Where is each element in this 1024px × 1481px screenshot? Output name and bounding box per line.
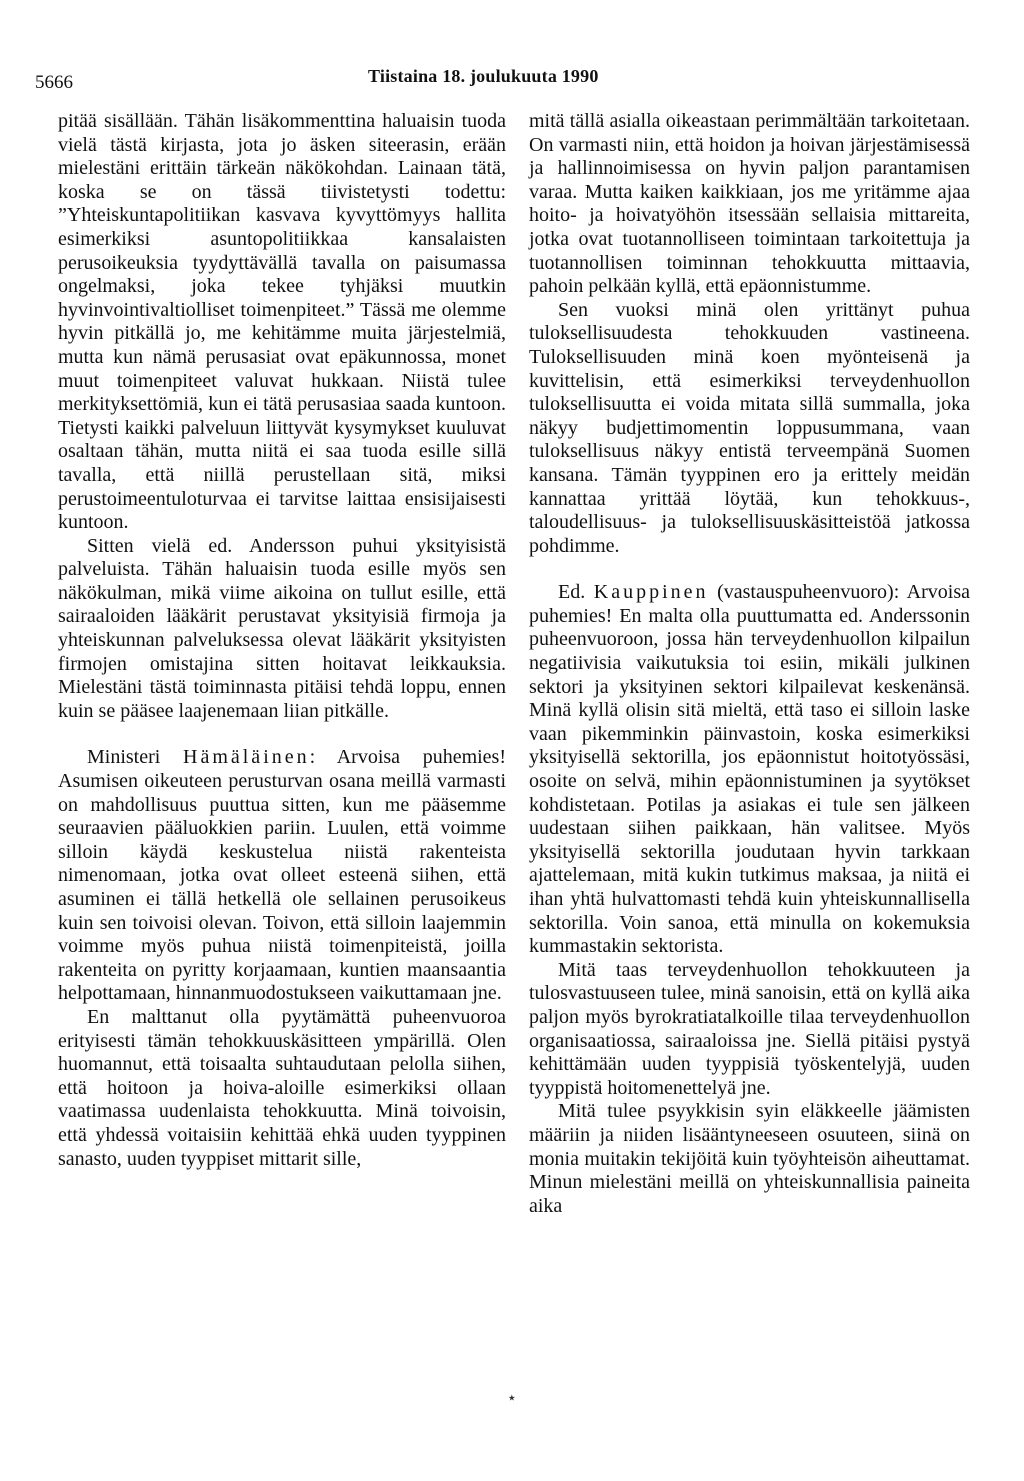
speech-text: : Arvoisa puhemies! Asumisen oikeuteen perusturvan osana meillä varmasti on mahdollisuus puuttua sitten, kun me pääsemme seuraavien pääluokkien pariin. Luulen, että voimme silloin käydä keskustelua niistä rakenteista nimenomaan, jotka ovat olleet esteenä siihen, että asuminen ei tällä hetkellä ole sellainen perusoikeus kuin sen toivoisi olevan. Toivon, että silloin laajemmin voimme myös puhua niistä toimenpiteistä, joilla rakenteita on pyritty korjaamaan, kuntien maansaantia helpottamaan, hinnanmuodostukseen vaikuttamaan jne.: [58, 746, 507, 1005]
speech-paragraph: [58, 746, 506, 1006]
paragraph: Mitä taas terveydenhuollon tehokkuuteen ja tulosvastuuseen tulee, minä sanoisin, että on kyllä aika paljon myös byrokratiatalkoille tilaa terveydenhuollon organisaatiossa, sairaaloissa jne. Siellä pitäisi pystyä kehittämään uuden tyyppisiä työskentelyjä, uuden tyyppistä hoitomenettelyä jne.: [529, 958, 970, 1099]
speech-text: (vastauspuheenvuoro): Arvoisa puhemies! En malta olla puuttumatta ed. Anderssonin puheenvuoroon, jossa hän terveydenhuollon kilpailun negatiivisia vaikutuksia toi esiin, mikäli julkinen sektori ja yksityinen sektori kilpailevat keskenänsä. Minä kyllä olisin sitä mieltä, että taso ei silloin laske vaan pikemminkin päinvastoin, koska esimerkiksi yksityisellä sektorilla, jos epäonnistut hoitotyössäsi, osoite on selvä, mihin epäonnistuminen ja syytökset kohdistetaan. Potilas ja asiakas ei tule sen jälkeen uudestaan siihen paikkaan, hän valitsee. Myös yksityisellä sektorilla joudutaan hyvin tarkkaan ajattelemaan, mitä kukin tutkimus maksaa, ja niitä ei ihan yhtä hulvattomasti tehdä kuin yhteiskunnallisella sektorilla. Voin sanoa, että minulla on kokemuksia kummastakin sektorista.: [529, 581, 971, 958]
speaker-title: Ed.: [558, 581, 586, 604]
paragraph: Sen vuoksi minä olen yrittänyt puhua tuloksellisuudesta tehokkuuden vastineena. Tuloksellisuuden minä koen myönteisenä ja kuvittelisin, että esimerkiksi terveydenhuollon tuloksellisuutta ei voida mitata sillä summalla, joka näkyy budjettimomentin loppusummana, vaan tuloksellisuus näkyy entistä terveempänä Suomen kansana. Tämän tyyppinen ero ja erittely meidän kannattaa yrittää löytää, kun tehokkuus-, taloudellisuus- ja tuloksellisuuskäsitteistöä jatkossa pohdimme.: [529, 298, 970, 557]
speaker-name: Kauppinen: [593, 581, 709, 604]
right-column: [529, 110, 970, 1218]
paragraph: Mitä tulee psyykkisin syin eläkkeelle jäämisten määriin ja niiden lisääntyneeseen osuuteen, siinä on monia muitakin tekijöitä kuin työyhteisön aiheuttamat. Minun mielestäni meillä on yhteiskunnallisia paineita aika: [529, 1100, 970, 1217]
paragraph: mitä tällä asialla oikeastaan perimmältään tarkoitetaan. On varmasti niin, että hoidon ja hoivan järjestämisessä ja hallinnoimisessa on hyvin paljon parantamisen varaa. Mutta kaiken kaikkiaan, jos me yritämme ajaa hoito- ja hoivatyöhön itsessään sellaisia mittareita, jotka ovat tuotannolliseen toimintaan tarkoitettuja ja tuotannollisen toiminnan tehokkuutta mittaavia, pahoin pelkään kyllä, että epäonnistumme.: [529, 110, 970, 298]
speaker-name: Hämäläinen: [183, 746, 310, 769]
speaker-title: Ministeri: [87, 746, 161, 769]
speech-paragraph: [529, 581, 970, 959]
left-column: [58, 110, 506, 1171]
running-title: Tiistaina 18. joulukuuta 1990: [368, 66, 599, 86]
page-number: 5666: [35, 72, 73, 93]
paragraph: Sitten vielä ed. Andersson puhui yksityisistä palveluista. Tähän haluaisin tuoda esille myös sen näkökulman, mikä viime aikoina on tullut esille, että sairaaloiden lääkärit perustavat yksityisiä firmoja ja yhteiskunnan palveluksessa olevat lääkärit yksityisten firmojen omistajina sitten hoitavat leikkauksia. Mielestäni tästä toiminnasta pitäisi tehdä loppu, ennen kuin se pääsee laajenemaan liian pitkälle.: [58, 534, 506, 722]
paragraph: En malttanut olla pyytämättä puheenvuoroa erityisesti tämän tehokkuuskäsitteen ympärillä. Olen huomannut, että toisaalta suhtaudutaan pelolla siihen, että hoitoon ja hoiva-aloille esimerkiksi ollaan vaatimassa uudenlaista tehokkuutta. Minä toivoisin, että yhdessä voitaisiin kehittää ehkä uuden tyyppinen sanasto, uuden tyyppiset mittarit sille,: [58, 1005, 506, 1170]
paragraph: pitää sisällään. Tähän lisäkommenttina haluaisin tuoda vielä tästä kirjasta, jota jo äsken siteerasin, erään mielestäni erittäin tärkeän näkökohdan. Lainaan tätä, koska se on tässä tiivistetysti todettu: ”Yhteiskuntapolitiikan kasvava kyvyttömyys hallita esimerkiksi asuntopolitiikkaa kansalaisten perusoikeuksia tyydyttävällä tavalla on paisumassa ongelmaksi, joka tekee tyhjäksi muutkin hyvinvointivaltiolliset toimenpiteet.” Tässä me olemme hyvin pitkällä jo, me kehitämme muita järjestelmiä, mutta kun nämä perusasiat ovat epäkunnossa, monet muut toimenpiteet valuvat hukkaan. Niistä tulee merkityksettömiä, kun ei tätä perusasiaa saada kuntoon. Tietysti kaikki palveluun liittyvät kysymykset kuuluvat osaltaan tähän, mutta niitä ei saa tuoda esille sillä tavalla, että niillä perustellaan sitä, miksi perustoimeentuloturvaa ei tarvitse laittaa ensisijaisesti kuntoon.: [58, 110, 506, 534]
stray-mark: ٭: [508, 1391, 516, 1406]
